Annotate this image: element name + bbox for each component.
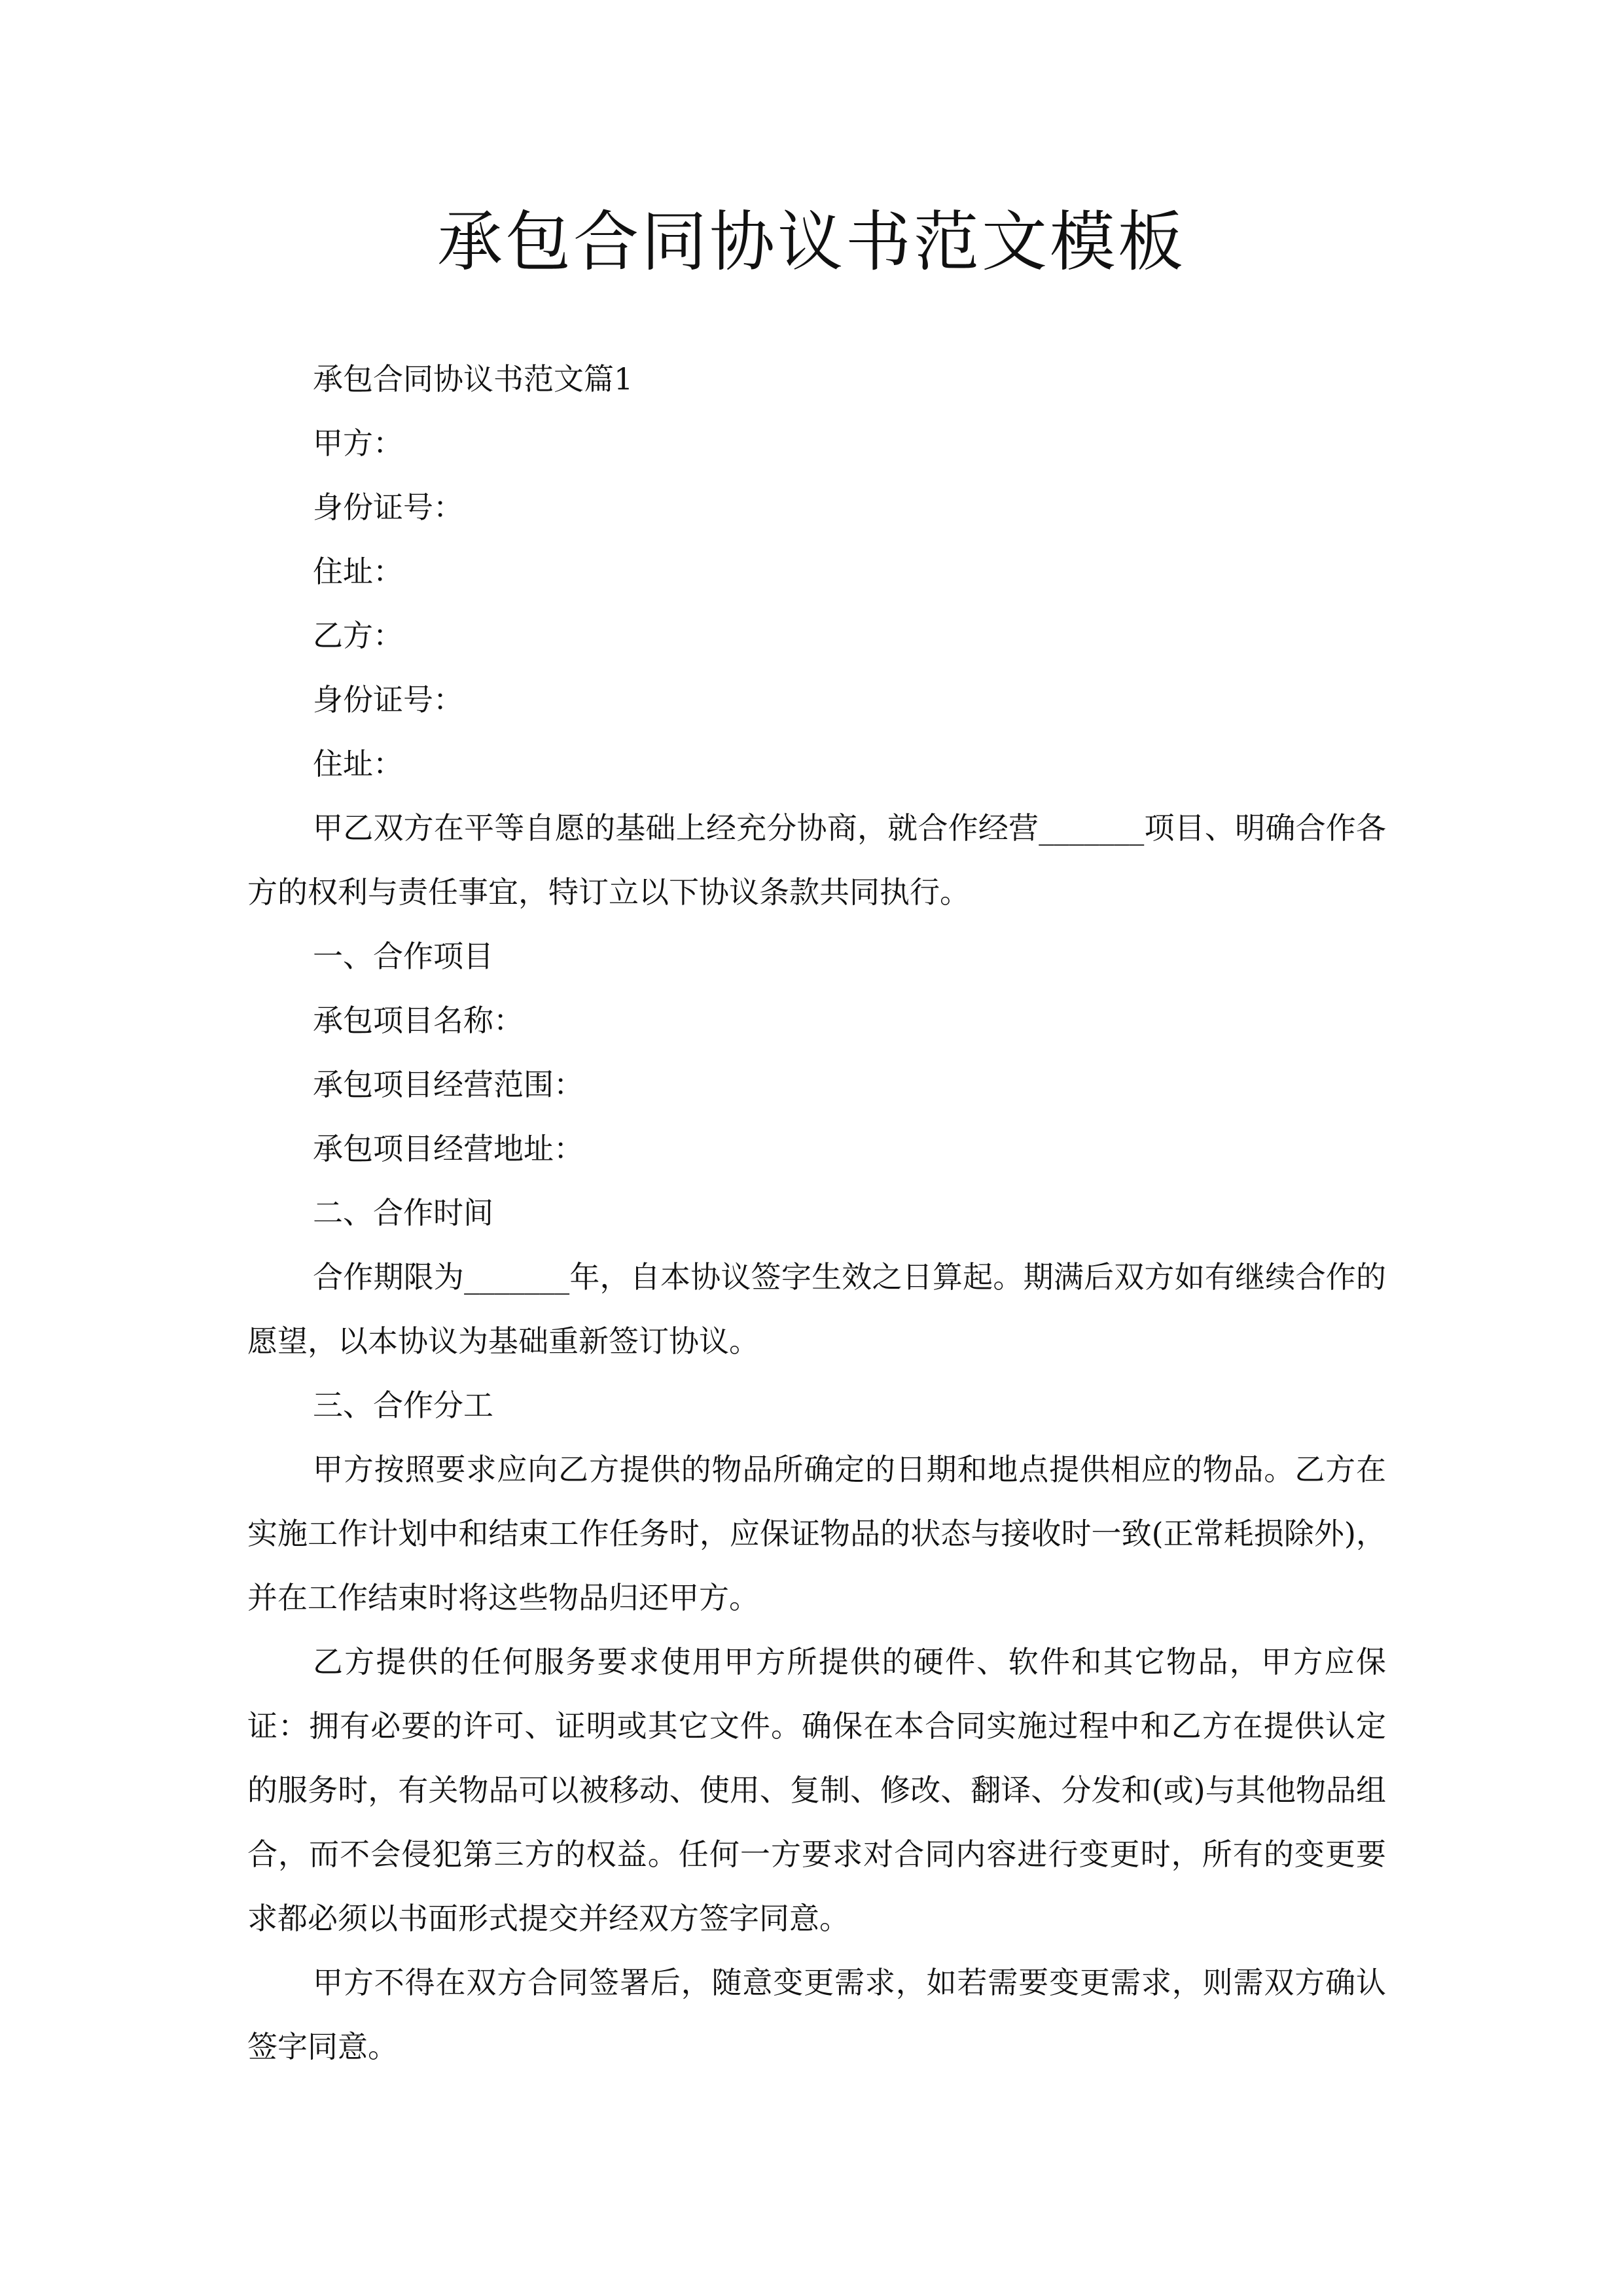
term-paragraph: 合作期限为_______年，自本协议签字生效之日算起。期满后双方如有继续合作的愿望，以本协议为基础重新签订协议。 [247, 1259, 1386, 1359]
intro-paragraph: 甲乙双方在平等自愿的基础上经充分协商，就合作经营_______项目、明确合作各方的权利与责任事宜，特订立以下协议条款共同执行。 [247, 810, 1386, 910]
clause-heading-time: 二、合作时间 [313, 1195, 493, 1230]
party-a-label: 甲方： [313, 425, 403, 461]
section-heading: 承包合同协议书范文篇1 [313, 361, 633, 397]
project-address-label: 承包项目经营地址： [313, 1131, 584, 1166]
project-scope-label: 承包项目经营范围： [313, 1067, 584, 1102]
project-name-label: 承包项目名称： [313, 1003, 524, 1038]
document-title: 承包合同协议书范文模板 [437, 204, 1186, 280]
clause-heading-division: 三、合作分工 [313, 1388, 493, 1423]
division-paragraph-2: 乙方提供的任何服务要求使用甲方所提供的硬件、软件和其它物品，甲方应保证：拥有必要的许可、证明或其它文件。确保在本合同实施过程中和乙方在提供认定的服务时，有关物品可以被移动、使用、复制、修改、翻译、分发和(或)与其他物品组合，而不会侵犯第三方的权益。任何一方要求对合同内容进行变更时，所有的变更要求都必须以书面形式提交并经双方签字同意。 [247, 1644, 1386, 1936]
clause-heading-project: 一、合作项目 [313, 939, 493, 974]
party-b-label: 乙方： [313, 618, 403, 653]
document-body [247, 347, 1386, 2079]
party-a-id-label: 身份证号： [313, 490, 463, 525]
party-b-address-label: 住址： [313, 746, 403, 781]
party-a-address-label: 住址： [313, 554, 403, 589]
division-paragraph-3: 甲方不得在双方合同签署后，随意变更需求，如若需要变更需求，则需双方确认签字同意。 [247, 1965, 1386, 2064]
division-paragraph-1: 甲方按照要求应向乙方提供的物品所确定的日期和地点提供相应的物品。乙方在实施工作计划中和结束工作任务时，应保证物品的状态与接收时一致(正常耗损除外)，并在工作结束时将这些物品归还甲方。 [247, 1452, 1386, 1615]
party-b-id-label: 身份证号： [313, 682, 463, 717]
